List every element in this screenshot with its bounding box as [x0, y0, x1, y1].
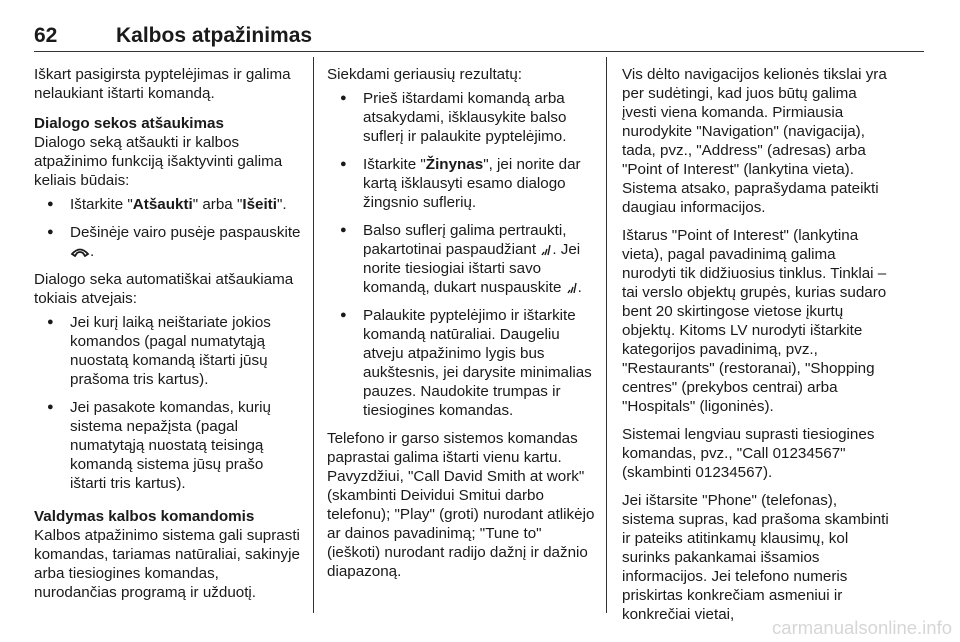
list-item: ● Palaukite pyptelėjimo ir ištarkite komandą natūraliai. Daugeliu atveju atpažinimo lygis bus aukštesnis, jei darysite minimalias pauzes. Naudokite trumpas ir tiesiogines komandas.	[327, 306, 595, 420]
paragraph: Siekdami geriausių rezultatų:	[327, 66, 523, 83]
list-item: ● Prieš ištardami komandą arba atsakydami, išklausykite balso suflerį ir palaukite pyptelėjimo.	[327, 89, 595, 146]
column-3	[622, 65, 890, 624]
list-item: ● Balso suflerį galima pertraukti, pakartotinai paspaudžiant . Jei norite tiesiogiai ištarti savo komandą, dukart nuspauskite .	[327, 221, 595, 297]
column-2	[327, 65, 595, 581]
page-number: 62	[34, 24, 58, 47]
paragraph: Ištarus "Point of Interest" (lankytina vieta), pagal pavadinimą galima nurodyti tik didžiuosius tinklus. Tinklai – tai verslo objektų grupės, kurias sudaro bent 20 skirtingose vietose įkurtų objektų. Kitoms LV nurodyti ištarkite kategorijos pavadinimą, pvz., "Restaurants" (restoranai), "Shopping centres" (prekybos centrai) arba "Hospitals" (ligoninės).	[622, 227, 887, 415]
paragraph: Dialogo seką atšaukti ir kalbos atpažinimo funkciją išaktyvinti galima keliais būdais:	[34, 134, 283, 189]
section-heading-cancel: Dialogo sekos atšaukimas	[34, 115, 224, 132]
column-1	[34, 65, 302, 602]
voice-recognition-icon	[540, 243, 552, 257]
watermark: carmanualsonline.info	[772, 617, 952, 638]
column-divider-1	[313, 57, 314, 613]
section-heading-voice-control: Valdymas kalbos komandomis	[34, 508, 255, 525]
column-divider-2	[606, 57, 607, 613]
phone-hangup-icon	[70, 246, 90, 258]
voice-recognition-icon	[566, 281, 578, 295]
list-item: ● Jei kurį laiką neištariate jokios komandos (pagal numatytąją nuostatą komandą ištarti jūsų prašoma tris kartus).	[34, 313, 302, 389]
list-item: ● Ištarkite "Atšaukti" arba "Išeiti".	[34, 195, 302, 214]
paragraph: Telefono ir garso sistemos komandas paprastai galima ištarti vienu kartu. Pavyzdžiui, "Call David Smith at work" (skambinti Deividui Smitui darbo telefonu); "Play" (groti) nurodant atlikėjo ar dainos pavadinimą; "Tune to" (ieškoti) nurodant radijo dažnį ir dažnio diapazoną.	[327, 430, 595, 580]
intro-paragraph: Iškart pasigirsta pyptelėjimas ir galima nelaukiant ištarti komandą.	[34, 66, 291, 102]
paragraph: Sistemai lengviau suprasti tiesiogines komandas, pvz., "Call 01234567" (skambinti 01234567).	[622, 426, 875, 481]
paragraph: Kalbos atpažinimo sistema gali suprasti komandas, tariamas natūraliai, sakinyje arba tiesiogines komandas, nurodančias programą ir užduotį.	[34, 527, 300, 601]
list-item: ● Ištarkite "Žinynas", jei norite dar kartą išklausyti esamo dialogo žingsnio suflerių.	[327, 155, 595, 212]
paragraph: Dialogo seka automatiškai atšaukiama tokiais atvejais:	[34, 271, 294, 307]
page-header	[34, 24, 924, 54]
header-rule	[34, 51, 924, 52]
list-item: ● Dešinėje vairo pusėje paspauskite .	[34, 223, 302, 261]
paragraph: Jei ištarsite "Phone" (telefonas), sistema supras, kad prašoma skambinti ir pateiks atitinkamų klausimų, kol surinks pakankamai išsamios informacijos. Jei telefono numeris priskirtas konkrečiam asmeniui ir konkrečiai vietai,	[622, 492, 889, 623]
page-title: Kalbos atpažinimas	[116, 24, 313, 47]
paragraph: Vis dėlto navigacijos kelionės tikslai yra per sudėtingi, kad juos būtų galima įvesti viena komanda. Pirmiausia nurodykite "Navigation" (navigacija), tada, pvz., "Address" (adresas) arba "Point of Interest" (lankytina vieta). Sistema atsako, paprašydama pateikti daugiau informacijos.	[622, 66, 887, 216]
list-item: ● Jei pasakote komandas, kurių sistema nepažįsta (pagal numatytąją nuostatą teisingą komandą sistema jūsų prašo ištarti tris kartus).	[34, 398, 302, 493]
